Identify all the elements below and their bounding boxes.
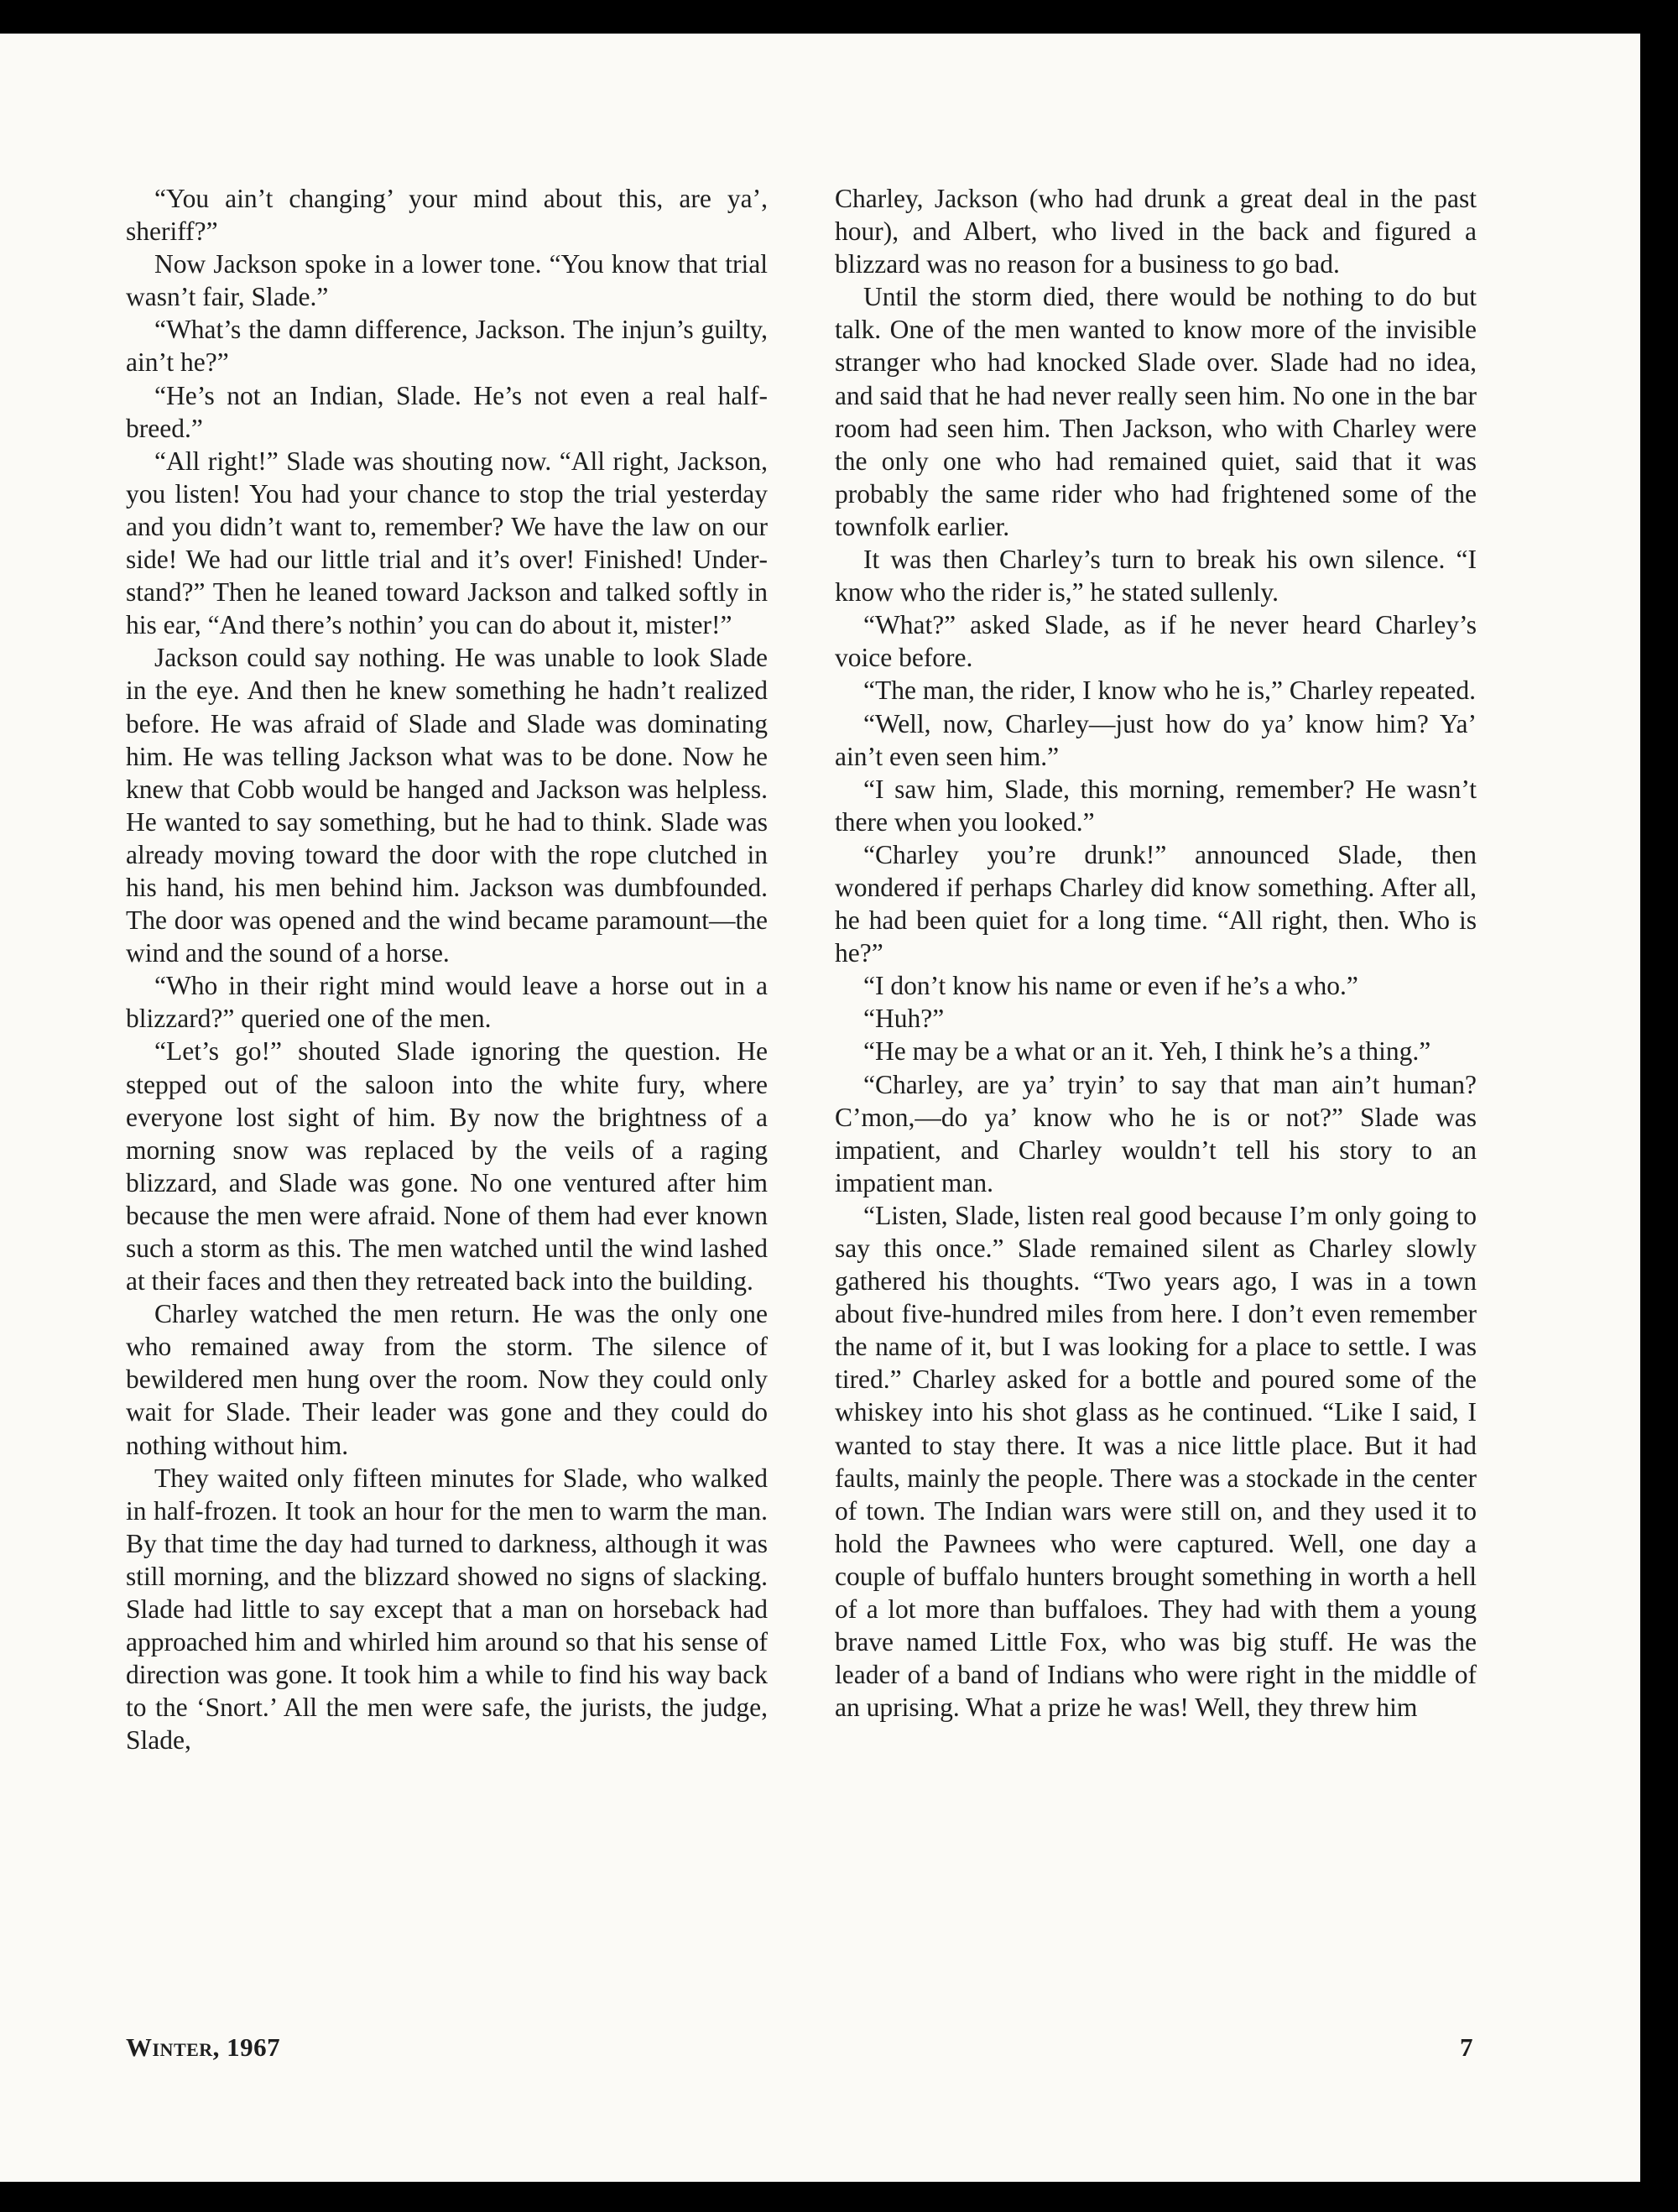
paragraph: “All right!” Slade was shouting now. “All right, Jackson, you listen! You had your chance to stop the trial yesterday and you didn’t want to, remember? We have the law on our side! We had our little trial and it’s over! Finished! Understand?” Then he leaned toward Jackson and talked softly in his ear, “And there’s nothin’ you can do about it, mister!” [126, 446, 768, 640]
paragraph: “He may be a what or an it. Yeh, I think he’s a thing.” [863, 1036, 1431, 1067]
paragraph: “What’s the damn difference, Jackson. The injun’s guilty, ain’t he?” [126, 315, 768, 378]
paragraph: “The man, the rider, I know who he is,” Charley repeated. [863, 676, 1476, 706]
paragraph: “Let’s go!” shouted Slade ignoring the question. He stepped out of the saloon into the white fury, where everyone lost sight of him. By now the brightness of a morning snow was replaced by the veils of a raging blizzard, and Slade was gone. No one ventured after him because the men were afraid. None of them had ever known such a storm as this. The men watched until the wind lashed at their faces and then they retreated back into the building. [126, 1036, 768, 1296]
left-text-column [126, 182, 768, 1757]
paragraph: They waited only fifteen minutes for Slade, who walked in half-frozen. It took an hour for the men to warm the man. By that time the day had turned to darkness, although it was still morning, and the blizzard showed no signs of slacking. Slade had little to say except that a man on horseback had approached him and whirled him around so that his sense of direction was gone. It took him a while to find his way back to the ‘Snort.’ All the men were safe, the jurists, the judge, Slade, [126, 1463, 768, 1756]
paragraph: “Charley you’re drunk!” announced Slade, then wondered if perhaps Charley did know something. After all, he had been quiet for a long time. “All right, then. Who is he?” [835, 839, 1477, 968]
paragraph: “You ain’t changing’ your mind about this, are ya’, sheriff?” [126, 184, 768, 247]
paragraph: Until the storm died, there would be nothing to do but talk. One of the men wanted to know more of the invisible stranger who had knocked Slade over. Slade had no idea, and said that he had never really seen him. No one in the bar room had seen him. Then Jackson, who with Charley were the only one who had remained quiet, said that it was probably the same rider who had frightened some of the townfolk earlier. [835, 282, 1477, 541]
paragraph: “What?” asked Slade, as if he never heard Charley’s voice before. [835, 610, 1477, 673]
paragraph: Now Jackson spoke in a lower tone. “You know that trial wasn’t fair, Slade.” [126, 249, 768, 312]
paragraph: “He’s not an Indian, Slade. He’s not even a real half-breed.” [126, 380, 768, 443]
page-number: 7 [1460, 2032, 1473, 2062]
paragraph: Charley watched the men return. He was the only one who remained away from the storm. The silence of bewildered men hung over the room. Now they could only wait for Slade. Their leader was gone and they could do nothing without him. [126, 1299, 768, 1460]
paragraph: “Charley, are ya’ tryin’ to say that man ain’t human? C’mon,—do ya’ know who he is or not?” Slade was impatient, and Charley wouldn’t tell his story to an impatient man. [835, 1069, 1477, 1197]
paragraph: “Well, now, Charley—just how do ya’ know him? Ya’ ain’t even seen him.” [835, 708, 1477, 771]
paragraph: “Huh?” [863, 1004, 945, 1034]
paragraph: Jackson could say nothing. He was unable to look Slade in the eye. And then he knew something he hadn’t realized before. He was afraid of Slade and Slade was dominating him. He was telling Jackson what was to be done. Now he knew that Cobb would be hanged and Jackson was helpless. He wanted to say something, but he had to think. Slade was already moving toward the door with the rope clutched in his hand, his men behind him. Jackson was dumbfounded. The door was opened and the wind became paramount—the wind and the sound of a horse. [126, 643, 768, 968]
paragraph: “Who in their right mind would leave a horse out in a blizzard?” queried one of the men. [126, 971, 768, 1034]
issue-date-footer: Winter, 1967 [126, 2032, 281, 2062]
paragraph: “I don’t know his name or even if he’s a who.” [863, 971, 1358, 1001]
magazine-page [0, 34, 1640, 2182]
paragraph: It was then Charley’s turn to break his own silence. “I know who the rider is,” he stated sullenly. [835, 545, 1477, 608]
paragraph: “Listen, Slade, listen real good because I’m only going to say this once.” Slade remained silent as Charley slowly gathered his thoughts. “Two years ago, I was in a town about five-hundred miles from here. I don’t even remember the name of it, but I was looking for a place to settle. I was tired.” Charley asked for a bottle and poured some of the whiskey into his shot glass as he continued. “Like I said, I wanted to stay there. It was a nice little place. But it had faults, mainly the people. There was a stockade in the center of town. The Indian wars were still on, and they used it to hold the Pawnees who were captured. Well, one day a couple of buffalo hunters brought something in worth a hell of a lot more than buffaloes. They had with them a young brave named Little Fox, who was big stuff. He was the leader of a band of Indians who were right in the middle of an uprising. What a prize he was! Well, they threw him [835, 1200, 1477, 1723]
right-text-column [835, 182, 1477, 1724]
paragraph: Charley, Jackson (who had drunk a great deal in the past hour), and Albert, who lived in the back and figured a blizzard was no reason for a business to go bad. [835, 184, 1477, 279]
paragraph: “I saw him, Slade, this morning, remember? He wasn’t there when you looked.” [835, 774, 1477, 837]
